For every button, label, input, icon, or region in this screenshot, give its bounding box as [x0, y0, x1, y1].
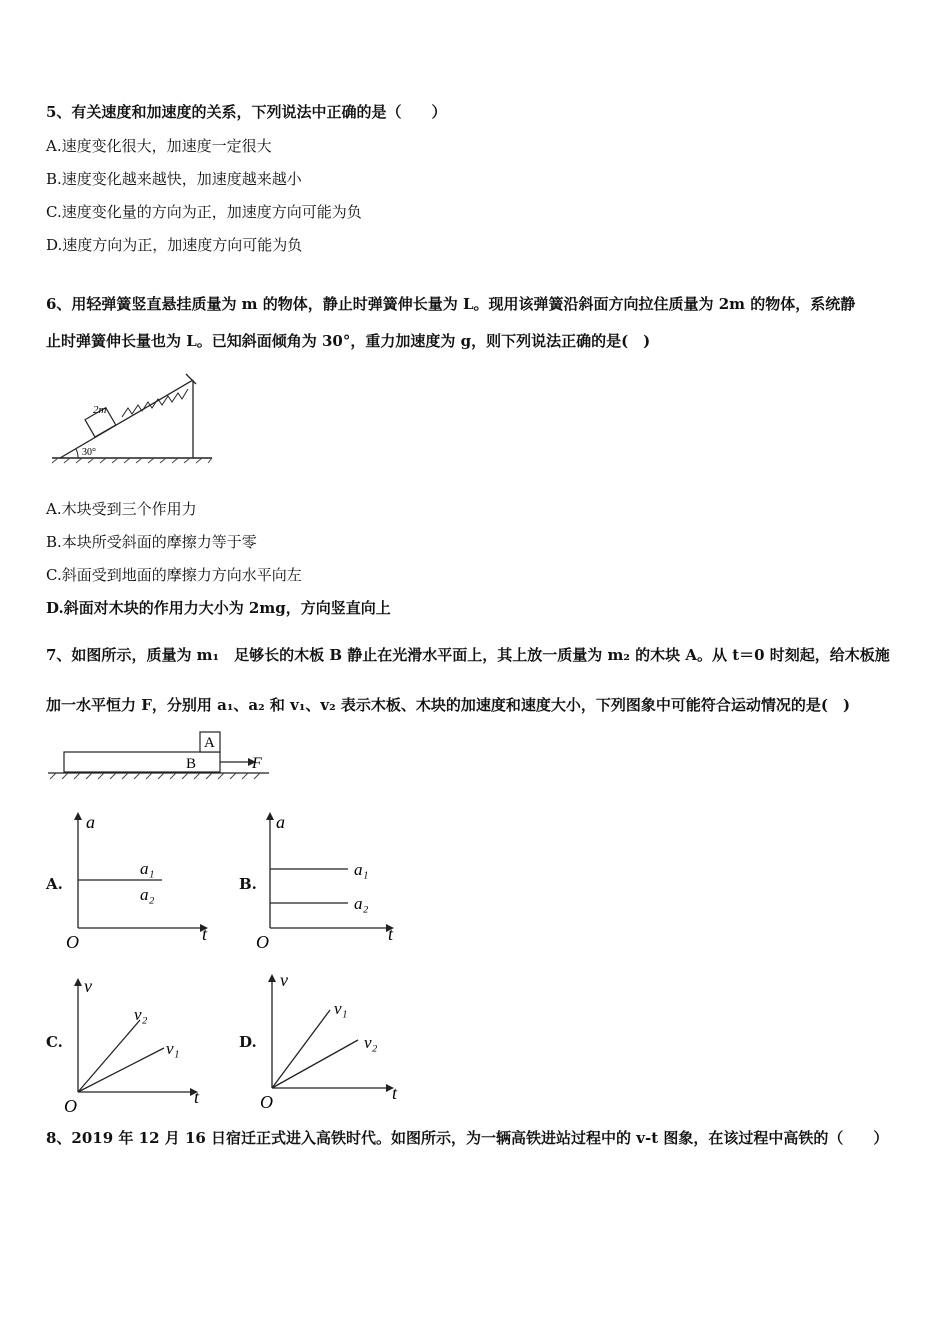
q6-angle-label: 30°	[82, 447, 96, 458]
graph-d-steep-label: v₁	[334, 999, 348, 1018]
graph-a-origin-label: O	[66, 932, 79, 952]
graph-b-lower-label: a₂	[354, 894, 369, 913]
graph-c	[62, 970, 220, 1118]
graph-d-y-axis-label: v	[280, 970, 288, 990]
graph-b-upper-label: a₁	[354, 860, 369, 879]
q6-option-c: C.斜面受到地面的摩擦力方向水平向左	[46, 566, 302, 584]
graph-a-x-axis-label: t	[202, 924, 208, 944]
graph-c-steep-label: v₂	[134, 1005, 148, 1024]
graph-b-origin-label: O	[256, 932, 269, 952]
graph-a-line-label-a2: a₂	[140, 885, 155, 904]
graph-a-option: A.	[46, 875, 63, 893]
q6-incline-figure	[50, 368, 220, 464]
graph-d-option: D.	[239, 1033, 257, 1051]
graph-b-y-axis-label: a	[276, 812, 285, 832]
graph-d-origin-label: O	[260, 1092, 273, 1112]
q7-stem-line2: 加一水平恒力 F，分别用 a₁、a₂ 和 v₁、v₂ 表示木板、木块的加速度和速度大小，下列图象中可能符合运动情况的是( )	[46, 696, 851, 714]
graph-d	[254, 966, 412, 1116]
q7-board-b-label: B	[186, 756, 197, 772]
graph-d-shallow-label: v₂	[364, 1033, 378, 1052]
graph-c-origin-label: O	[64, 1096, 77, 1116]
q6-mass-label: 2m	[93, 404, 107, 416]
graph-d-x-axis-label: t	[392, 1083, 398, 1103]
q6-option-b: B.本块所受斜面的摩擦力等于零	[46, 533, 257, 551]
q6-option-d: D.斜面对木块的作用力大小为 2mg，方向竖直向上	[46, 599, 391, 617]
graph-b-option: B.	[239, 875, 257, 893]
q8-stem: 8、2019 年 12 月 16 日宿迁正式进入高铁时代。如图所示，为一辆高铁进站过程中的 v-t 图象，在该过程中高铁的（ ）	[46, 1129, 889, 1147]
graph-c-x-axis-label: t	[194, 1087, 200, 1107]
graph-c-shallow-label: v₁	[166, 1039, 180, 1058]
q7-board-figure	[44, 728, 274, 784]
graph-a-line-label-a1: a₁	[140, 859, 155, 878]
q6-stem-line2: 止时弹簧伸长量也为 L。已知斜面倾角为 30°，重力加速度为 g，则下列说法正确的是( )	[46, 332, 651, 350]
graph-c-y-axis-label: v	[84, 976, 92, 996]
graph-b-x-axis-label: t	[388, 924, 394, 944]
graph-a	[62, 808, 220, 954]
q5-option-a: A.速度变化很大，加速度一定很大	[46, 137, 272, 155]
graph-c-option: C.	[46, 1033, 63, 1051]
q6-option-a: A.木块受到三个作用力	[46, 500, 197, 518]
q5-stem: 5、有关速度和加速度的关系，下列说法中正确的是（ ）	[46, 103, 447, 121]
graph-a-y-axis-label: a	[86, 812, 95, 832]
q5-option-d: D.速度方向为正，加速度方向可能为负	[46, 236, 303, 254]
q7-block-a-label: A	[204, 735, 215, 751]
q5-option-b: B.速度变化越来越快，加速度越来越小	[46, 170, 302, 188]
q7-force-label: F	[252, 755, 262, 772]
graph-b	[254, 808, 412, 954]
q6-stem-line1: 6、用轻弹簧竖直悬挂质量为 m 的物体，静止时弹簧伸长量为 L。现用该弹簧沿斜面方向拉住质量为 2m 的物体，系统静	[46, 295, 856, 313]
q5-option-c: C.速度变化量的方向为正，加速度方向可能为负	[46, 203, 362, 221]
q7-stem-line1: 7、如图所示，质量为 m₁ 足够长的木板 B 静止在光滑水平面上，其上放一质量为 m₂ 的木块 A。从 t＝0 时刻起，给木板施	[46, 646, 890, 664]
